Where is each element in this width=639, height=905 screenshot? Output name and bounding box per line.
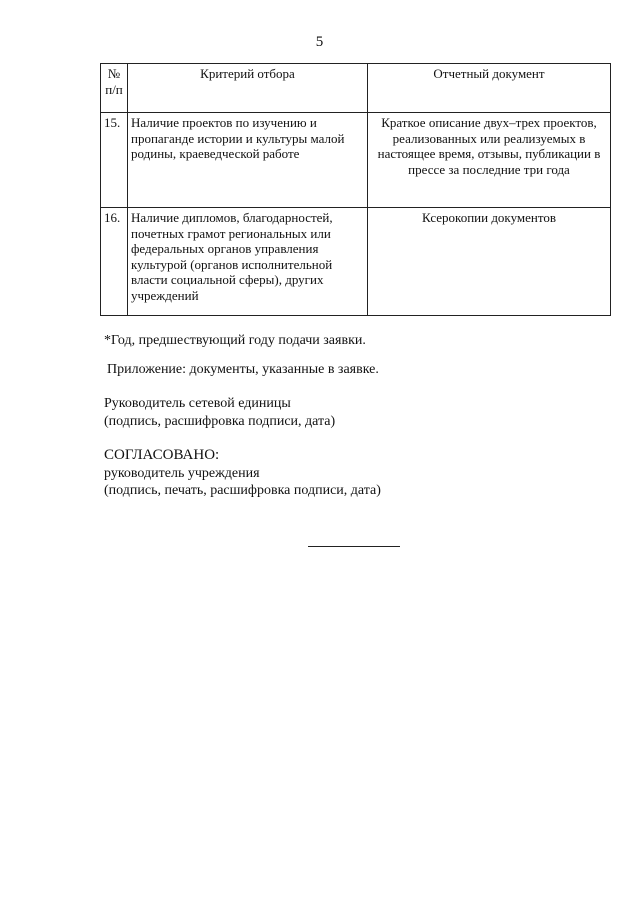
header-num: № п/п — [101, 64, 128, 113]
page-number: 5 — [315, 34, 324, 50]
closing-divider — [308, 546, 400, 547]
criteria-table — [100, 63, 611, 316]
row-document: Краткое описание двух–трех проектов, реализованных или реализуемых в настоящее время, отзывы, публикации в прессе за последние три года — [368, 113, 611, 208]
appendix-note: Приложение: документы, указанные в заявке. — [107, 362, 379, 377]
approval-hint: (подпись, печать, расшифровка подписи, дата) — [104, 483, 381, 499]
approval-block — [104, 446, 381, 500]
header-document: Отчетный документ — [368, 64, 611, 113]
table-row — [101, 113, 611, 208]
head-signature-block — [104, 395, 335, 430]
row-criterion: Наличие проектов по изучению и пропаганде истории и культуры малой родины, краеведческой работе — [128, 113, 368, 208]
header-criterion: Критерий отбора — [128, 64, 368, 113]
row-criterion: Наличие дипломов, благодарностей, почетных грамот региональных или федеральных органов управления культурой (органов исполнительной власти социальной сферы), других учреждений — [128, 208, 368, 316]
approval-label: СОГЛАСОВАНО: — [104, 447, 220, 463]
head-signature-title: Руководитель сетевой единицы — [104, 396, 291, 411]
head-signature-hint: (подпись, расшифровка подписи, дата) — [104, 413, 336, 429]
row-number: 15. — [101, 113, 128, 208]
row-document: Ксерокопии документов — [368, 208, 611, 316]
row-number: 16. — [101, 208, 128, 316]
table-row — [101, 208, 611, 316]
table-header-row — [101, 64, 611, 113]
approval-title: руководитель учреждения — [104, 465, 260, 481]
footnote: *Год, предшествующий году подачи заявки. — [104, 333, 366, 348]
